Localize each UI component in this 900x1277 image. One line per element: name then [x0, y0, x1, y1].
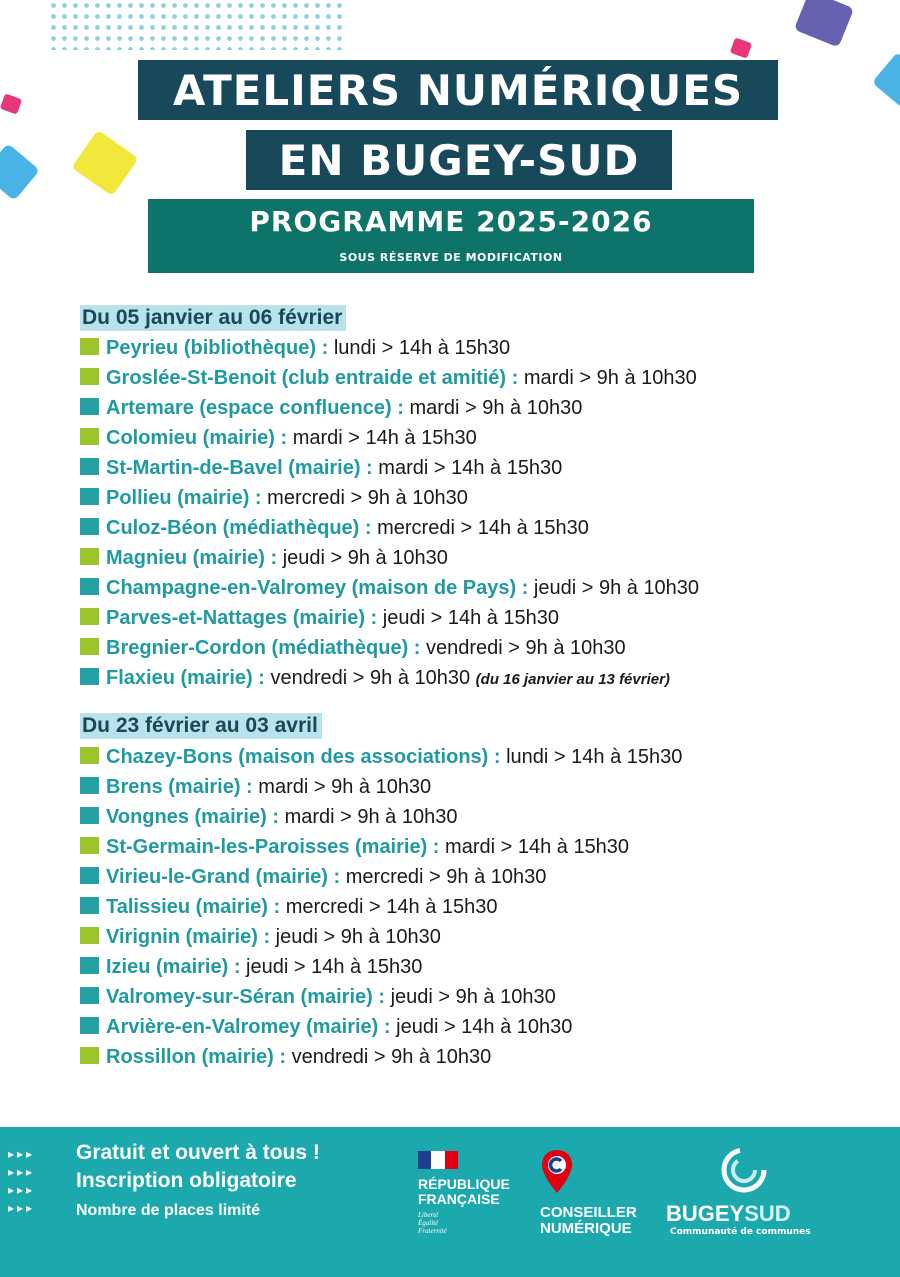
decorative-dot-pattern: [48, 0, 348, 50]
schedule-text: mardi > 14h à 15h30: [445, 836, 630, 858]
decorative-square-blue: [872, 52, 900, 108]
list-item: [80, 802, 682, 832]
list-item: [80, 453, 699, 483]
square-marker-icon: [80, 578, 99, 595]
place-name: Peyrieu (bibliothèque) :: [106, 337, 329, 359]
schedule-text: vendredi > 9h à 10h30: [426, 637, 626, 659]
square-marker-icon: [80, 488, 99, 505]
place-name: Valromey-sur-Séran (mairie) :: [106, 986, 385, 1008]
period2-heading: Du 23 février au 03 avril: [80, 713, 322, 739]
arrow-pattern-icon: ▸▸▸ ▸▸▸ ▸▸▸ ▸▸▸: [8, 1147, 36, 1215]
schedule-text: mardi > 9h à 10h30: [523, 367, 697, 389]
square-marker-icon: [80, 747, 99, 764]
place-name: Pollieu (mairie) :: [106, 487, 262, 509]
place-name: Groslée-St-Benoit (club entraide et amitié) :: [106, 367, 519, 389]
schedule-text: jeudi > 9h à 10h30: [282, 547, 448, 569]
place-name: Flaxieu (mairie) :: [106, 667, 265, 689]
rf-motto3: Fraternité: [418, 1227, 447, 1235]
place-name: Talissieu (mairie) :: [106, 896, 281, 918]
square-marker-icon: [80, 428, 99, 445]
period1-list: [80, 333, 699, 693]
list-item: [80, 393, 699, 423]
cn-line1: CONSEILLER: [540, 1204, 637, 1221]
decorative-square-blue-left: [0, 143, 40, 201]
bs-subtitle: Communauté de communes: [670, 1227, 811, 1237]
schedule-text: mercredi > 9h à 10h30: [267, 487, 468, 509]
list-item: [80, 952, 682, 982]
square-marker-icon: [80, 638, 99, 655]
list-item: [80, 742, 682, 772]
list-item: [80, 1042, 682, 1072]
square-marker-icon: [80, 1047, 99, 1064]
place-name: Bregnier-Cordon (médiathèque) :: [106, 637, 421, 659]
list-item: [80, 603, 699, 633]
place-name: Colomieu (mairie) :: [106, 427, 288, 449]
footer-free-text: Gratuit et ouvert à tous !: [76, 1141, 320, 1164]
list-item: [80, 1012, 682, 1042]
conseiller-numerique-logo: [540, 1149, 650, 1237]
list-item: [80, 513, 699, 543]
square-marker-icon: [80, 897, 99, 914]
program-banner: [148, 199, 754, 273]
schedule-text: jeudi > 9h à 10h30: [533, 577, 700, 599]
list-item: [80, 333, 699, 363]
footer-limited-text: Nombre de places limité: [76, 1202, 261, 1219]
date-note: (du 16 janvier au 13 février): [475, 671, 670, 688]
schedule-text: jeudi > 14h à 10h30: [396, 1016, 573, 1038]
place-name: Chazey-Bons (maison des associations) :: [106, 746, 501, 768]
cn-line2: NUMÉRIQUE: [540, 1220, 632, 1237]
square-marker-icon: [80, 957, 99, 974]
place-name: St-Martin-de-Bavel (mairie) :: [106, 457, 373, 479]
square-marker-icon: [80, 458, 99, 475]
square-marker-icon: [80, 368, 99, 385]
schedule-text: jeudi > 9h à 10h30: [390, 986, 556, 1008]
place-name: Culoz-Béon (médiathèque) :: [106, 517, 372, 539]
list-item: [80, 483, 699, 513]
square-marker-icon: [80, 837, 99, 854]
page-title-line1: ATELIERS NUMÉRIQUES: [138, 60, 778, 120]
place-name: Vongnes (mairie) :: [106, 806, 279, 828]
square-marker-icon: [80, 867, 99, 884]
bugey-sud-logo: [664, 1147, 824, 1237]
list-item: [80, 982, 682, 1012]
rf-line1: RÉPUBLIQUE: [418, 1176, 510, 1192]
place-name: Arvière-en-Valromey (mairie) :: [106, 1016, 391, 1038]
footer-registration-text: Inscription obligatoire: [76, 1169, 297, 1192]
list-item: [80, 772, 682, 802]
rf-motto1: Liberté: [418, 1211, 439, 1219]
square-marker-icon: [80, 987, 99, 1004]
place-name: Virignin (mairie) :: [106, 926, 271, 948]
schedule-text: jeudi > 14h à 15h30: [246, 956, 423, 978]
list-item: [80, 363, 699, 393]
square-marker-icon: [80, 398, 99, 415]
schedule-text: mardi > 9h à 10h30: [258, 776, 432, 798]
schedule-text: mercredi > 14h à 15h30: [285, 896, 498, 918]
period1-heading: Du 05 janvier au 06 février: [80, 305, 346, 331]
schedule-text: vendredi > 9h à 10h30: [270, 667, 471, 689]
program-disclaimer: SOUS RÉSERVE DE MODIFICATION: [339, 251, 563, 264]
decorative-square-yellow: [71, 130, 138, 196]
list-item: [80, 862, 682, 892]
place-name: Magnieu (mairie) :: [106, 547, 278, 569]
period2-list: [80, 742, 682, 1072]
schedule-text: mardi > 14h à 15h30: [292, 427, 477, 449]
list-item: [80, 922, 682, 952]
schedule-text: jeudi > 9h à 10h30: [275, 926, 441, 948]
rf-motto2: Égalité: [418, 1219, 439, 1227]
list-item: [80, 543, 699, 573]
schedule-text: mardi > 9h à 10h30: [409, 397, 583, 419]
place-name: Artemare (espace confluence) :: [106, 397, 404, 419]
place-name: Champagne-en-Valromey (maison de Pays) :: [106, 577, 529, 599]
list-item: [80, 633, 699, 663]
decorative-square-pink: [730, 37, 752, 58]
place-name: St-Germain-les-Paroisses (mairie) :: [106, 836, 440, 858]
list-item: [80, 423, 699, 453]
footer-info: [76, 1139, 320, 1227]
rf-line2: FRANÇAISE: [418, 1191, 500, 1207]
schedule-text: mercredi > 14h à 15h30: [377, 517, 589, 539]
schedule-text: mardi > 9h à 10h30: [284, 806, 458, 828]
page-title-line2: EN BUGEY-SUD: [246, 130, 672, 190]
decorative-square-pink-left: [0, 93, 22, 114]
square-marker-icon: [80, 1017, 99, 1034]
place-name: Virieu-le-Grand (mairie) :: [106, 866, 341, 888]
footer-band: [0, 1127, 900, 1277]
square-marker-icon: [80, 668, 99, 685]
place-name: Izieu (mairie) :: [106, 956, 241, 978]
program-title: PROGRAMME 2025-2026: [249, 205, 653, 238]
place-name: Brens (mairie) :: [106, 776, 253, 798]
schedule-text: lundi > 14h à 15h30: [506, 746, 683, 768]
square-marker-icon: [80, 807, 99, 824]
place-name: Parves-et-Nattages (mairie) :: [106, 607, 378, 629]
square-marker-icon: [80, 927, 99, 944]
square-marker-icon: [80, 548, 99, 565]
square-marker-icon: [80, 608, 99, 625]
square-marker-icon: [80, 777, 99, 794]
schedule-text: vendredi > 9h à 10h30: [291, 1046, 492, 1068]
bs-part2: SUD: [744, 1201, 791, 1226]
list-item: [80, 832, 682, 862]
decorative-square-purple: [794, 0, 854, 47]
bs-part1: BUGEY: [666, 1201, 745, 1226]
republique-francaise-logo: [418, 1151, 528, 1235]
list-item: [80, 663, 699, 693]
marianne-icon: [418, 1151, 458, 1169]
list-item: [80, 892, 682, 922]
location-pin-icon: [540, 1149, 574, 1195]
schedule-text: lundi > 14h à 15h30: [333, 337, 511, 359]
place-name: Rossillon (mairie) :: [106, 1046, 287, 1068]
swirl-icon: [720, 1147, 768, 1193]
list-item: [80, 573, 699, 603]
square-marker-icon: [80, 518, 99, 535]
schedule-text: jeudi > 14h à 15h30: [382, 607, 560, 629]
schedule-text: mardi > 14h à 15h30: [378, 457, 563, 479]
schedule-text: mercredi > 9h à 10h30: [345, 866, 547, 888]
square-marker-icon: [80, 338, 99, 355]
